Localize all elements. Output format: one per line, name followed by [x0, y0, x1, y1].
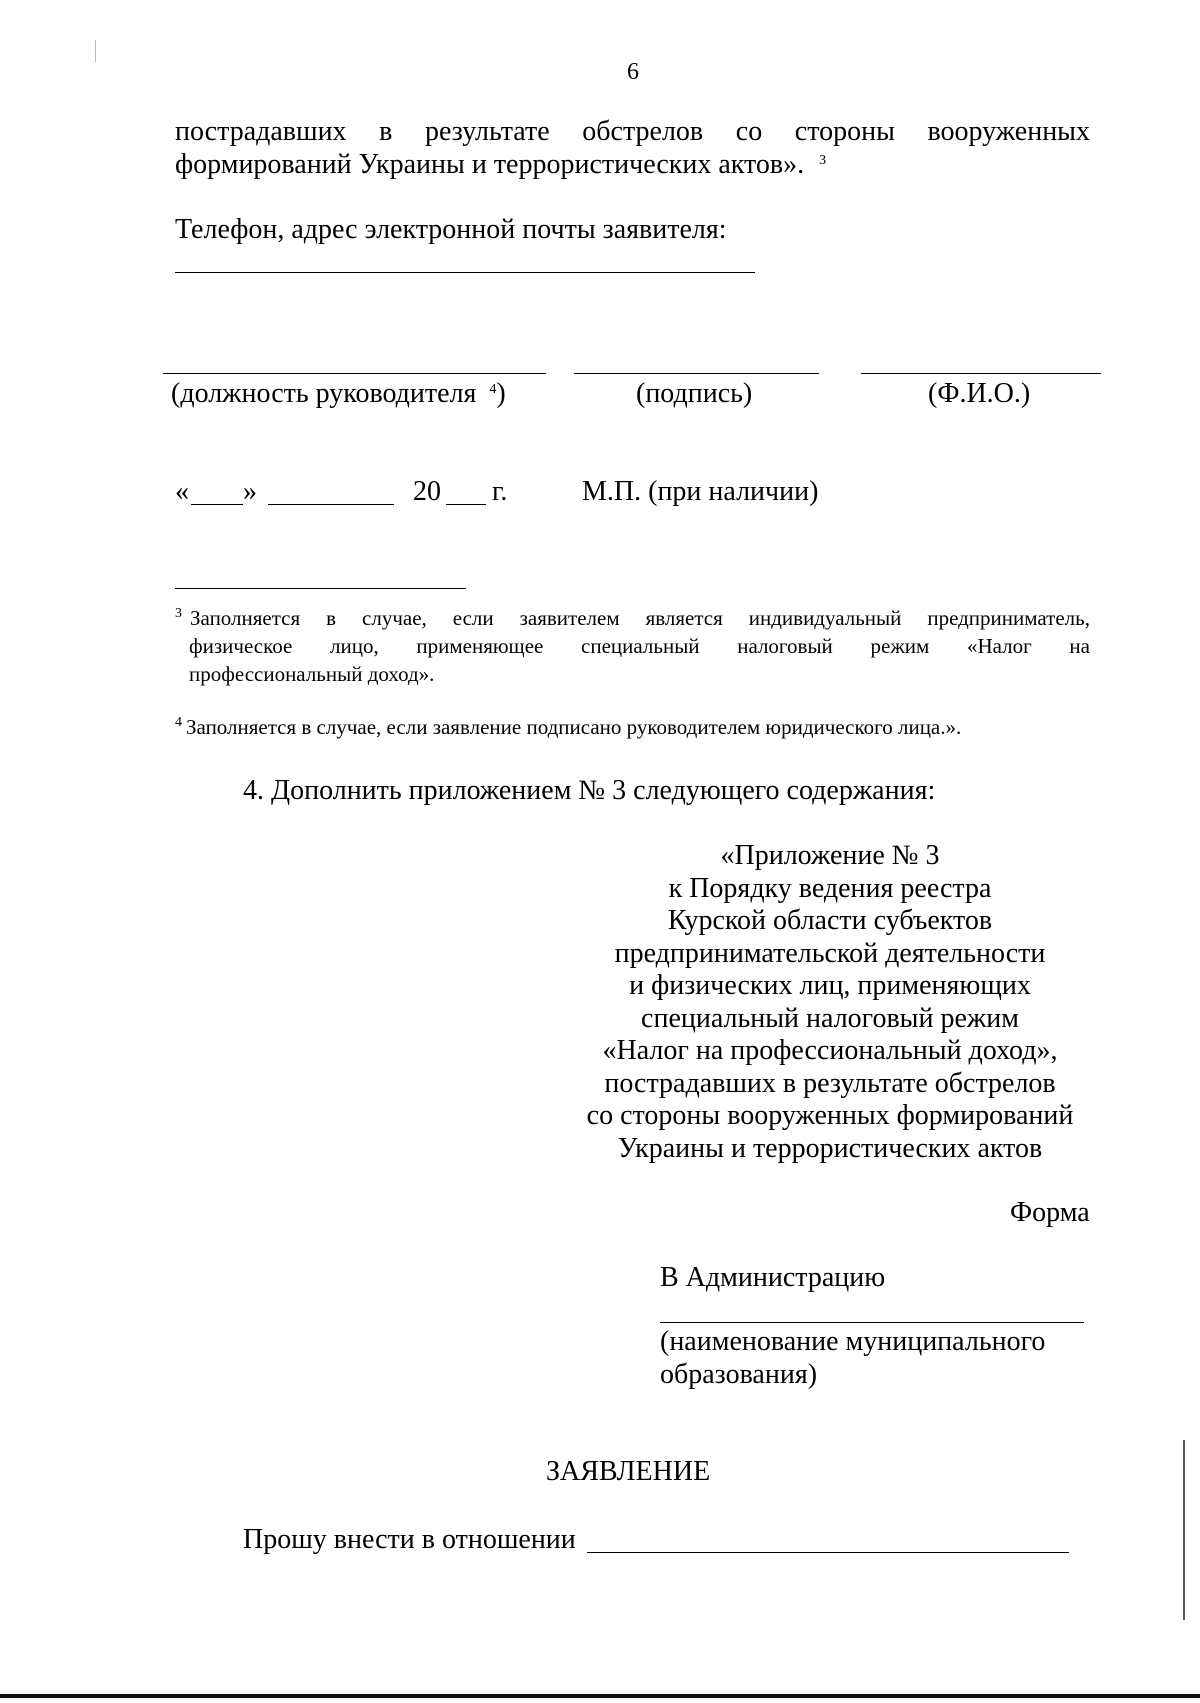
addressee-to: В Администрацию	[660, 1262, 886, 1293]
day-field-line[interactable]	[191, 504, 243, 505]
intro-line-2	[175, 149, 826, 181]
footnote-3-line-2: физическое лицо, применяющее специальный налоговый режим «Налог на	[189, 634, 1090, 658]
month-field-line[interactable]	[268, 504, 394, 505]
addressee-hint-1: (наименование муниципального	[660, 1326, 1046, 1357]
appendix-line: пострадавших в результате обстрелов	[604, 1067, 1056, 1099]
item-4: 4. Дополнить приложением № 3 следующего содержания:	[243, 775, 936, 806]
intro-line-2-text: формирований Украины и террористических актов».	[175, 149, 805, 180]
name-field-line[interactable]	[861, 373, 1101, 374]
footnote-ref-3: 3	[819, 153, 827, 168]
stamp-label: М.П. (при наличии)	[582, 476, 819, 507]
form-label: Форма	[1010, 1197, 1090, 1228]
request-field-line[interactable]	[587, 1552, 1069, 1553]
page-number: 6	[627, 59, 639, 85]
appendix-line: Курской области субъектов	[667, 905, 993, 936]
position-label	[171, 378, 506, 410]
date-open-quote: «	[175, 476, 189, 507]
municipality-field-line[interactable]	[660, 1322, 1084, 1323]
date-close-quote: »	[243, 476, 257, 507]
intro-line-1: пострадавших в результате обстрелов со стороны вооруженных	[175, 116, 1090, 147]
appendix-line: «Приложение № 3	[720, 840, 940, 871]
footnote-separator	[175, 588, 466, 589]
appendix-header	[560, 840, 1100, 1165]
year-prefix: 20	[413, 476, 441, 507]
scan-edge-right	[1183, 1440, 1185, 1620]
sign-field-line[interactable]	[574, 373, 819, 374]
contact-field-line[interactable]	[175, 272, 755, 273]
appendix-line: к Порядку ведения реестра	[668, 872, 992, 904]
appendix-line: Украины и террористических актов	[617, 1132, 1043, 1164]
appendix-line: и физических лиц, применяющих	[629, 970, 1031, 1001]
sign-label: (подпись)	[636, 378, 753, 409]
position-label-text: (должность руководителя	[171, 378, 477, 409]
footnote-3-line-3: профессиональный доход».	[189, 662, 435, 686]
footnote-4-text: Заполняется в случае, если заявление подписано руководителем юридического лица.».	[186, 715, 962, 739]
contact-label: Телефон, адрес электронной почты заявителя:	[175, 214, 727, 245]
scan-edge-top-left	[95, 40, 96, 62]
name-label: (Ф.И.О.)	[928, 378, 1031, 409]
appendix-line: «Налог на профессиональный доход»,	[602, 1035, 1058, 1066]
footnote-4	[175, 713, 961, 741]
footnote-ref-4: 4	[489, 382, 497, 397]
year-suffix: г.	[492, 476, 508, 507]
statement-title: ЗАЯВЛЕНИЕ	[546, 1456, 711, 1487]
request-text: Прошу внести в отношении	[243, 1524, 576, 1555]
appendix-line: предпринимательской деятельности	[614, 937, 1046, 969]
position-label-close: )	[496, 378, 506, 409]
footnote-4-mark: 4	[175, 715, 182, 730]
footnote-3-line-1: $^3$ Заполняется в случае, если заявителем является индивидуальный предприниматель,	[175, 606, 1090, 630]
addressee-hint-2: образования)	[660, 1359, 818, 1390]
footnote-3	[175, 604, 1090, 632]
appendix-line: специальный налоговый режим	[641, 1002, 1019, 1034]
appendix-line: со стороны вооруженных формирований	[586, 1100, 1074, 1131]
scan-edge-bottom	[0, 1694, 1200, 1698]
year-field-line[interactable]	[446, 504, 486, 505]
position-field-line[interactable]	[163, 373, 546, 374]
footnote-3-mark: 3	[175, 606, 182, 621]
